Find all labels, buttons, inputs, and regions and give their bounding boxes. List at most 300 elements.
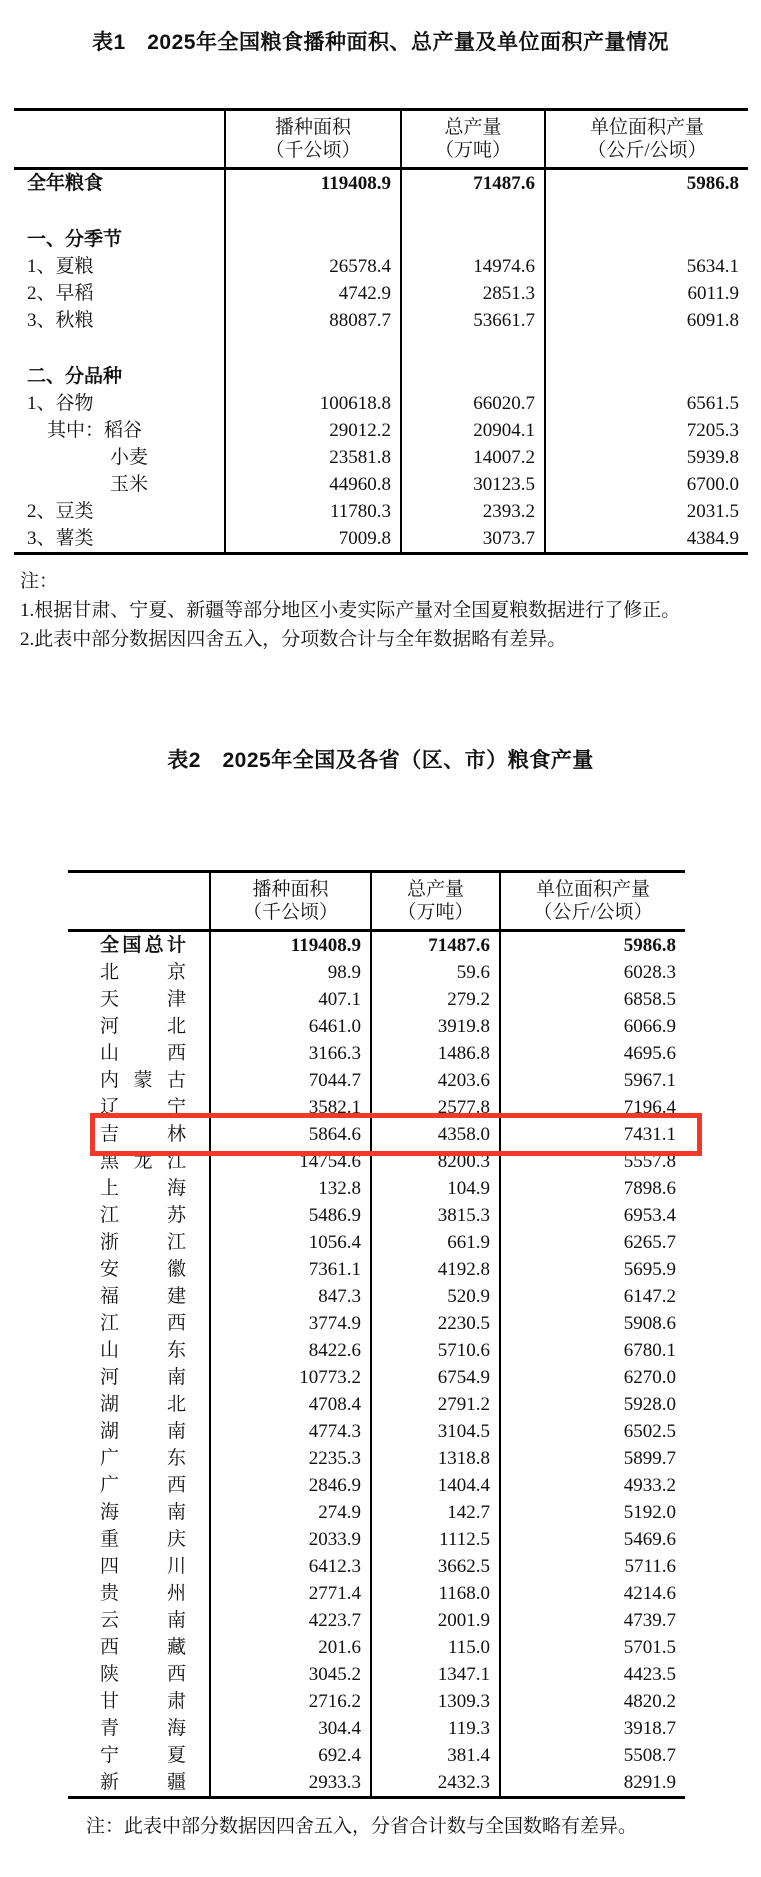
row-label-cell bbox=[68, 1526, 210, 1553]
row-label-cell bbox=[68, 1391, 210, 1418]
cell-value: 274.9 bbox=[210, 1499, 371, 1526]
cell-value: 7205.3 bbox=[545, 417, 748, 444]
row-label-cell bbox=[14, 253, 225, 280]
row-label-cell bbox=[68, 1148, 210, 1175]
table-row bbox=[68, 1175, 685, 1202]
row-label-cell bbox=[68, 1769, 210, 1798]
row-label: 1、夏粮 bbox=[27, 256, 94, 277]
row-label-cell bbox=[14, 498, 225, 525]
table-row bbox=[68, 1283, 685, 1310]
row-label-cell bbox=[68, 1580, 210, 1607]
row-label-cell bbox=[68, 1418, 210, 1445]
row-label: 小麦 bbox=[110, 447, 149, 468]
cell-value: 23581.8 bbox=[225, 444, 401, 471]
cell-value: 71487.6 bbox=[401, 169, 545, 198]
cell-value: 4203.6 bbox=[371, 1067, 500, 1094]
row-label: 江苏 bbox=[100, 1205, 186, 1226]
row-label-cell bbox=[14, 444, 225, 471]
cell-value: 3774.9 bbox=[210, 1310, 371, 1337]
cell-value: 26578.4 bbox=[225, 253, 401, 280]
cell-value: 6858.5 bbox=[500, 986, 685, 1013]
cell-value: 2230.5 bbox=[371, 1310, 500, 1337]
cell-value: 66020.7 bbox=[401, 390, 545, 417]
table2-corner-cell bbox=[68, 872, 210, 931]
cell-value: 5986.8 bbox=[545, 169, 748, 198]
row-label: 全年粮食 bbox=[27, 173, 104, 194]
row-label-cell bbox=[68, 1040, 210, 1067]
cell-value: 1168.0 bbox=[371, 1580, 500, 1607]
cell-value: 7898.6 bbox=[500, 1175, 685, 1202]
row-label-cell bbox=[14, 525, 225, 554]
col-header-title: 总产量 bbox=[406, 879, 464, 900]
cell-value: 5986.8 bbox=[500, 931, 685, 960]
row-label: 一、分季节 bbox=[27, 229, 123, 250]
row-label-cell bbox=[68, 1283, 210, 1310]
table1-corner-cell bbox=[14, 110, 225, 169]
cell-value: 4384.9 bbox=[545, 525, 748, 554]
cell-value: 7009.8 bbox=[225, 525, 401, 554]
cell-value: 2031.5 bbox=[545, 498, 748, 525]
province-grain-table bbox=[68, 870, 685, 1799]
row-label: 黑龙江 bbox=[100, 1151, 186, 1172]
cell-value bbox=[225, 226, 401, 253]
table-row bbox=[68, 1148, 685, 1175]
cell-value: 2432.3 bbox=[371, 1769, 500, 1798]
row-label: 山东 bbox=[100, 1340, 186, 1361]
spacer-row bbox=[14, 334, 748, 363]
row-label: 陕西 bbox=[100, 1664, 186, 1685]
row-label: 上海 bbox=[100, 1178, 186, 1199]
cell-value: 6028.3 bbox=[500, 959, 685, 986]
table-row bbox=[68, 1472, 685, 1499]
row-label-cell bbox=[68, 1337, 210, 1364]
table-row bbox=[68, 1715, 685, 1742]
col-header-title: 单位面积产量 bbox=[589, 117, 704, 138]
table-row bbox=[14, 169, 748, 198]
table-row bbox=[68, 1769, 685, 1798]
cell-value: 3045.2 bbox=[210, 1661, 371, 1688]
cell-value: 7431.1 bbox=[500, 1121, 685, 1148]
row-label-cell bbox=[68, 1499, 210, 1526]
cell-value: 2033.9 bbox=[210, 1526, 371, 1553]
table2-title: 表2 2025年全国及各省（区、市）粮食产量 bbox=[167, 749, 594, 772]
row-label: 广西 bbox=[100, 1475, 186, 1496]
row-label: 宁夏 bbox=[100, 1745, 186, 1766]
table-row bbox=[68, 959, 685, 986]
cell-value: 8200.3 bbox=[371, 1148, 500, 1175]
table-row bbox=[68, 1580, 685, 1607]
table-row bbox=[14, 417, 748, 444]
cell-value: 5711.6 bbox=[500, 1553, 685, 1580]
cell-value: 20904.1 bbox=[401, 417, 545, 444]
row-label-cell bbox=[68, 1688, 210, 1715]
row-label-cell bbox=[68, 959, 210, 986]
row-label-cell bbox=[14, 169, 225, 198]
table-row bbox=[68, 986, 685, 1013]
cell-value: 1112.5 bbox=[371, 1526, 500, 1553]
table-row bbox=[14, 390, 748, 417]
cell-value: 661.9 bbox=[371, 1229, 500, 1256]
cell-value: 7196.4 bbox=[500, 1094, 685, 1121]
table-row bbox=[68, 1310, 685, 1337]
cell-value: 3662.5 bbox=[371, 1553, 500, 1580]
cell-value: 6091.8 bbox=[545, 307, 748, 334]
cell-value: 304.4 bbox=[210, 1715, 371, 1742]
cell-value: 5710.6 bbox=[371, 1337, 500, 1364]
cell-value: 2001.9 bbox=[371, 1607, 500, 1634]
grain-summary-table bbox=[14, 108, 748, 555]
table1-title: 表1 2025年全国粮食播种面积、总产量及单位面积产量情况 bbox=[92, 31, 669, 54]
row-label: 湖南 bbox=[100, 1421, 186, 1442]
cell-value: 2851.3 bbox=[401, 280, 545, 307]
table2-col-header-sown-area bbox=[210, 872, 371, 931]
note-line: 2.此表中部分数据因四舍五入，分项数合计与全年数据略有差异。 bbox=[20, 629, 567, 650]
cell-value: 6700.0 bbox=[545, 471, 748, 498]
cell-value: 692.4 bbox=[210, 1742, 371, 1769]
cell-value: 132.8 bbox=[210, 1175, 371, 1202]
cell-value: 1056.4 bbox=[210, 1229, 371, 1256]
row-label: 浙江 bbox=[100, 1232, 186, 1253]
cell-value: 29012.2 bbox=[225, 417, 401, 444]
cell-value: 6502.5 bbox=[500, 1418, 685, 1445]
table-row bbox=[68, 1526, 685, 1553]
row-label: 1、谷物 bbox=[27, 393, 94, 414]
col-header-unit: （公斤/公顷） bbox=[587, 140, 707, 161]
cell-value: 6066.9 bbox=[500, 1013, 685, 1040]
cell-value: 3815.3 bbox=[371, 1202, 500, 1229]
row-label-cell bbox=[14, 226, 225, 253]
table-row bbox=[68, 1742, 685, 1769]
cell-value: 2846.9 bbox=[210, 1472, 371, 1499]
row-label: 福建 bbox=[100, 1286, 186, 1307]
row-label: 湖北 bbox=[100, 1394, 186, 1415]
cell-value: 5908.6 bbox=[500, 1310, 685, 1337]
table1-body bbox=[14, 169, 748, 554]
row-label: 玉米 bbox=[110, 474, 149, 495]
cell-value: 5486.9 bbox=[210, 1202, 371, 1229]
row-label-cell bbox=[68, 1364, 210, 1391]
cell-value: 6561.5 bbox=[545, 390, 748, 417]
row-label: 甘肃 bbox=[100, 1691, 186, 1712]
cell-value bbox=[401, 363, 545, 390]
cell-value: 1404.4 bbox=[371, 1472, 500, 1499]
row-label-cell bbox=[68, 1067, 210, 1094]
table-row bbox=[68, 1499, 685, 1526]
row-label: 四川 bbox=[100, 1556, 186, 1577]
table1-col-header-sown-area bbox=[225, 110, 401, 169]
cell-value: 14754.6 bbox=[210, 1148, 371, 1175]
col-header-unit: （万吨） bbox=[434, 140, 511, 161]
col-header-unit: （千公顷） bbox=[265, 140, 361, 161]
cell-value: 71487.6 bbox=[371, 931, 500, 960]
table1-notes bbox=[20, 567, 761, 654]
cell-value: 3104.5 bbox=[371, 1418, 500, 1445]
cell-value: 8291.9 bbox=[500, 1769, 685, 1798]
table1-header-row bbox=[14, 110, 748, 169]
cell-value: 6754.9 bbox=[371, 1364, 500, 1391]
row-label: 北京 bbox=[100, 962, 186, 983]
cell-value: 98.9 bbox=[210, 959, 371, 986]
cell-value: 6147.2 bbox=[500, 1283, 685, 1310]
cell-value: 2393.2 bbox=[401, 498, 545, 525]
cell-value: 381.4 bbox=[371, 1742, 500, 1769]
table-row bbox=[68, 1337, 685, 1364]
table2-col-header-yield bbox=[500, 872, 685, 931]
row-label-cell bbox=[68, 1094, 210, 1121]
cell-value: 1486.8 bbox=[371, 1040, 500, 1067]
cell-value: 6780.1 bbox=[500, 1337, 685, 1364]
table2-body bbox=[68, 931, 685, 1798]
table-row bbox=[68, 1040, 685, 1067]
row-label: 新疆 bbox=[100, 1772, 186, 1793]
cell-value: 847.3 bbox=[210, 1283, 371, 1310]
cell-value: 2933.3 bbox=[210, 1769, 371, 1798]
cell-value bbox=[401, 226, 545, 253]
cell-value: 2235.3 bbox=[210, 1445, 371, 1472]
row-label: 河南 bbox=[100, 1367, 186, 1388]
cell-value: 119408.9 bbox=[210, 931, 371, 960]
row-label-cell bbox=[68, 1607, 210, 1634]
row-label-cell bbox=[68, 1742, 210, 1769]
col-header-unit: （万吨） bbox=[397, 902, 474, 923]
row-label-cell bbox=[68, 1013, 210, 1040]
cell-value: 8422.6 bbox=[210, 1337, 371, 1364]
row-label: 河北 bbox=[100, 1016, 186, 1037]
row-label-cell bbox=[68, 1175, 210, 1202]
row-label: 江西 bbox=[100, 1313, 186, 1334]
table2-note: 注：此表中部分数据因四舍五入，分省合计数与全国数略有差异。 bbox=[86, 1816, 638, 1837]
row-label: 山西 bbox=[100, 1043, 186, 1064]
cell-value: 3073.7 bbox=[401, 525, 545, 554]
cell-value: 6011.9 bbox=[545, 280, 748, 307]
cell-value: 5192.0 bbox=[500, 1499, 685, 1526]
cell-value: 5508.7 bbox=[500, 1742, 685, 1769]
cell-value: 4423.5 bbox=[500, 1661, 685, 1688]
table-row bbox=[14, 363, 748, 390]
cell-value: 142.7 bbox=[371, 1499, 500, 1526]
table-row bbox=[68, 1121, 685, 1148]
cell-value: 6270.0 bbox=[500, 1364, 685, 1391]
cell-value: 10773.2 bbox=[210, 1364, 371, 1391]
cell-value: 4192.8 bbox=[371, 1256, 500, 1283]
cell-value: 53661.7 bbox=[401, 307, 545, 334]
table-row bbox=[68, 1094, 685, 1121]
cell-value: 5695.9 bbox=[500, 1256, 685, 1283]
col-header-title: 单位面积产量 bbox=[535, 879, 650, 900]
cell-value: 201.6 bbox=[210, 1634, 371, 1661]
row-label-cell bbox=[14, 390, 225, 417]
row-label-cell bbox=[68, 1256, 210, 1283]
note-line: 注： bbox=[20, 571, 59, 592]
cell-value: 4223.7 bbox=[210, 1607, 371, 1634]
col-header-title: 播种面积 bbox=[252, 879, 329, 900]
cell-value: 6953.4 bbox=[500, 1202, 685, 1229]
row-label-cell bbox=[68, 1445, 210, 1472]
row-label: 贵州 bbox=[100, 1583, 186, 1604]
cell-value: 5939.8 bbox=[545, 444, 748, 471]
row-label-cell bbox=[68, 1634, 210, 1661]
table-row bbox=[68, 1256, 685, 1283]
table2-col-header-total-output bbox=[371, 872, 500, 931]
cell-value: 104.9 bbox=[371, 1175, 500, 1202]
table1-col-header-yield bbox=[545, 110, 748, 169]
row-label-cell bbox=[68, 1715, 210, 1742]
cell-value: 5864.6 bbox=[210, 1121, 371, 1148]
cell-value: 1309.3 bbox=[371, 1688, 500, 1715]
cell-value: 5557.8 bbox=[500, 1148, 685, 1175]
row-label-cell bbox=[68, 1553, 210, 1580]
row-label: 广东 bbox=[100, 1448, 186, 1469]
cell-value: 100618.8 bbox=[225, 390, 401, 417]
spacer-row bbox=[14, 197, 748, 226]
table-row bbox=[14, 307, 748, 334]
cell-value: 2716.2 bbox=[210, 1688, 371, 1715]
row-label: 安徽 bbox=[100, 1259, 186, 1280]
cell-value: 3918.7 bbox=[500, 1715, 685, 1742]
row-label-cell bbox=[14, 280, 225, 307]
cell-value: 5469.6 bbox=[500, 1526, 685, 1553]
table-row bbox=[68, 1202, 685, 1229]
cell-value: 279.2 bbox=[371, 986, 500, 1013]
table-row bbox=[68, 1445, 685, 1472]
cell-value: 6412.3 bbox=[210, 1553, 371, 1580]
row-label-cell bbox=[14, 363, 225, 390]
cell-value: 14007.2 bbox=[401, 444, 545, 471]
row-label: 云南 bbox=[100, 1610, 186, 1631]
cell-value: 2577.8 bbox=[371, 1094, 500, 1121]
row-label: 重庆 bbox=[100, 1529, 186, 1550]
cell-value bbox=[545, 363, 748, 390]
cell-value: 5634.1 bbox=[545, 253, 748, 280]
table-row bbox=[14, 471, 748, 498]
row-label: 西藏 bbox=[100, 1637, 186, 1658]
row-label: 2、豆类 bbox=[27, 501, 94, 522]
row-label-cell bbox=[68, 1229, 210, 1256]
table-row bbox=[14, 253, 748, 280]
table-row bbox=[68, 1634, 685, 1661]
cell-value: 115.0 bbox=[371, 1634, 500, 1661]
table-row bbox=[68, 1391, 685, 1418]
table-row bbox=[68, 1013, 685, 1040]
row-label-cell bbox=[68, 986, 210, 1013]
cell-value: 3582.1 bbox=[210, 1094, 371, 1121]
cell-value: 4933.2 bbox=[500, 1472, 685, 1499]
col-header-title: 总产量 bbox=[444, 117, 502, 138]
row-label: 海南 bbox=[100, 1502, 186, 1523]
table-row bbox=[68, 1688, 685, 1715]
cell-value: 4214.6 bbox=[500, 1580, 685, 1607]
table-row bbox=[68, 1364, 685, 1391]
cell-value: 1318.8 bbox=[371, 1445, 500, 1472]
row-label: 二、分品种 bbox=[27, 366, 123, 387]
row-label: 内蒙古 bbox=[100, 1070, 186, 1091]
table-row bbox=[14, 280, 748, 307]
row-label: 3、薯类 bbox=[27, 528, 94, 549]
row-label: 天津 bbox=[100, 989, 186, 1010]
row-label: 青海 bbox=[100, 1718, 186, 1739]
row-label-cell bbox=[14, 417, 225, 444]
cell-value: 2771.4 bbox=[210, 1580, 371, 1607]
cell-value: 2791.2 bbox=[371, 1391, 500, 1418]
col-header-title: 播种面积 bbox=[274, 117, 351, 138]
cell-value: 4708.4 bbox=[210, 1391, 371, 1418]
table-row bbox=[68, 1067, 685, 1094]
cell-value: 3166.3 bbox=[210, 1040, 371, 1067]
row-label: 辽宁 bbox=[100, 1097, 186, 1118]
cell-value: 5899.7 bbox=[500, 1445, 685, 1472]
row-label-cell bbox=[14, 471, 225, 498]
row-label-cell bbox=[68, 931, 210, 960]
cell-value: 4774.3 bbox=[210, 1418, 371, 1445]
cell-value: 88087.7 bbox=[225, 307, 401, 334]
cell-value: 4739.7 bbox=[500, 1607, 685, 1634]
cell-value: 4820.2 bbox=[500, 1688, 685, 1715]
cell-value: 7044.7 bbox=[210, 1067, 371, 1094]
col-header-unit: （千公顷） bbox=[242, 902, 338, 923]
cell-value bbox=[225, 363, 401, 390]
cell-value: 6265.7 bbox=[500, 1229, 685, 1256]
cell-value: 119.3 bbox=[371, 1715, 500, 1742]
cell-value: 59.6 bbox=[371, 959, 500, 986]
table-row bbox=[68, 1418, 685, 1445]
cell-value: 407.1 bbox=[210, 986, 371, 1013]
table-row bbox=[68, 1553, 685, 1580]
row-label-cell bbox=[68, 1661, 210, 1688]
cell-value: 4695.6 bbox=[500, 1040, 685, 1067]
cell-value: 14974.6 bbox=[401, 253, 545, 280]
cell-value: 5701.5 bbox=[500, 1634, 685, 1661]
row-label: 全国总计 bbox=[100, 935, 186, 956]
cell-value: 4742.9 bbox=[225, 280, 401, 307]
table-row bbox=[68, 1607, 685, 1634]
cell-value: 520.9 bbox=[371, 1283, 500, 1310]
row-label-cell bbox=[68, 1202, 210, 1229]
row-label: 吉林 bbox=[100, 1124, 186, 1145]
table-row bbox=[68, 1661, 685, 1688]
cell-value bbox=[545, 226, 748, 253]
cell-value: 3919.8 bbox=[371, 1013, 500, 1040]
row-label-cell bbox=[14, 307, 225, 334]
cell-value: 5967.1 bbox=[500, 1067, 685, 1094]
cell-value: 6461.0 bbox=[210, 1013, 371, 1040]
table1-container bbox=[14, 108, 748, 555]
row-label-cell bbox=[68, 1121, 210, 1148]
table-row bbox=[68, 931, 685, 960]
cell-value: 5928.0 bbox=[500, 1391, 685, 1418]
table1-col-header-total-output bbox=[401, 110, 545, 169]
note-line: 1.根据甘肃、宁夏、新疆等部分地区小麦实际产量对全国夏粮数据进行了修正。 bbox=[20, 600, 681, 621]
col-header-unit: （公斤/公顷） bbox=[533, 902, 653, 923]
table2-header-row bbox=[68, 872, 685, 931]
table-row bbox=[14, 498, 748, 525]
table-row bbox=[14, 525, 748, 554]
row-label-cell bbox=[68, 1310, 210, 1337]
table-row bbox=[14, 444, 748, 471]
cell-value: 44960.8 bbox=[225, 471, 401, 498]
table-row bbox=[14, 226, 748, 253]
row-label: 2、早稻 bbox=[27, 283, 94, 304]
cell-value: 11780.3 bbox=[225, 498, 401, 525]
cell-value: 119408.9 bbox=[225, 169, 401, 198]
cell-value: 1347.1 bbox=[371, 1661, 500, 1688]
table-row bbox=[68, 1229, 685, 1256]
cell-value: 7361.1 bbox=[210, 1256, 371, 1283]
table2-container bbox=[68, 870, 685, 1799]
row-label: 其中：稻谷 bbox=[47, 420, 143, 441]
row-label-cell bbox=[68, 1472, 210, 1499]
cell-value: 30123.5 bbox=[401, 471, 545, 498]
row-label: 3、秋粮 bbox=[27, 310, 94, 331]
